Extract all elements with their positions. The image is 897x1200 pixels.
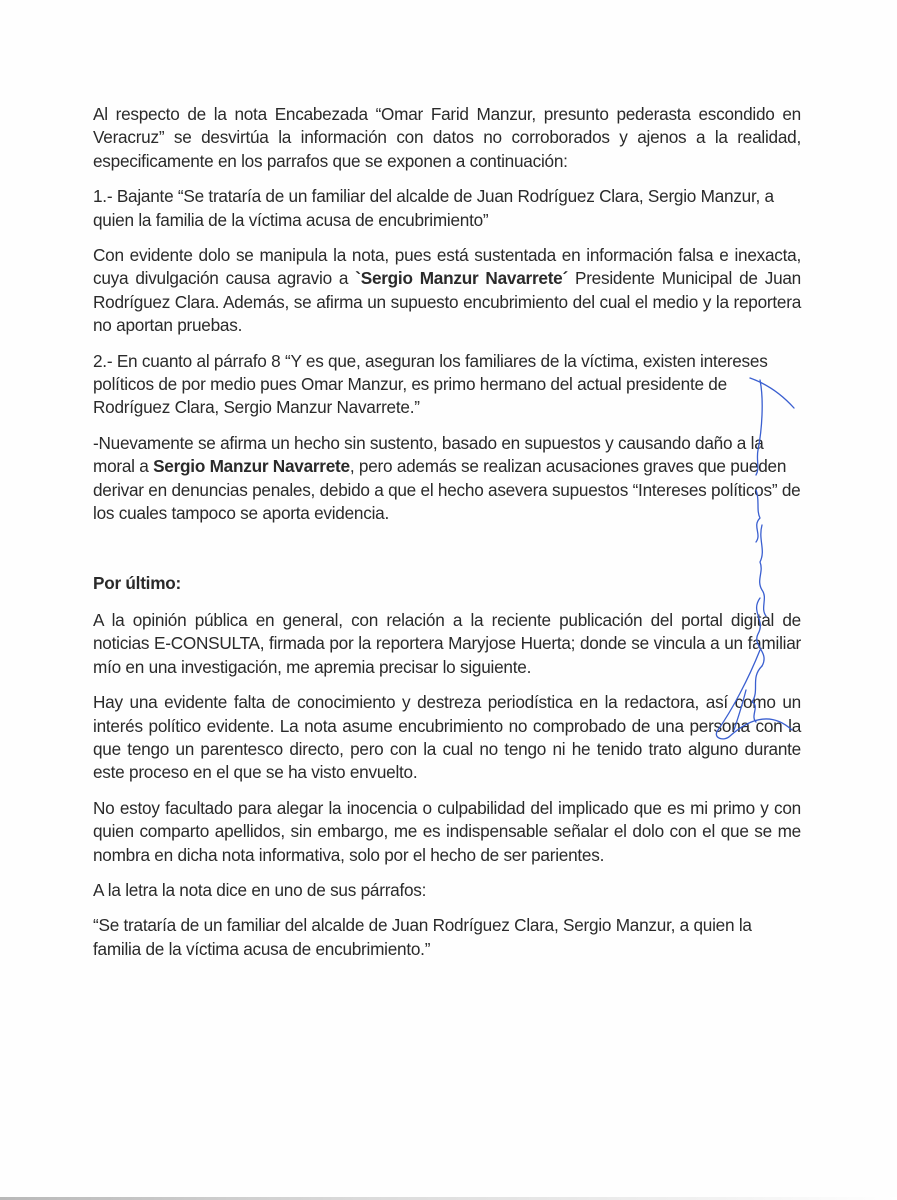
point-2-quote: 2.- En cuanto al párrafo 8 “Y es que, aseguran los familiares de la víctima, existen intereses políticos de por medio pues Omar Manzur, es primo hermano del actual presidente de Rodríguez Clara, Sergio Manzur Navarrete.” — [93, 350, 768, 418]
lack-knowledge-paragraph: Hay una evidente falta de conocimiento y destreza periodística en la redactora, así como un interés político evidente. La nota asume encubrimiento no comprobado de una persona con la que tengo un parentesco directo, pero con la cual no tengo ni he tenido trato alguno durante este proceso en el que se ha visto envuelto. — [93, 692, 801, 783]
letter-body — [93, 103, 801, 973]
literal-intro-paragraph: A la letra la nota dice en uno de sus párrafos: — [93, 879, 427, 900]
section-heading: Por último: — [93, 572, 181, 593]
text-segment: Presidente Municipal de Juan Rodríguez Clara. Además, se afirma un supuesto encubrimiento del cual el medio y la reportera no aportan pruebas. — [93, 268, 801, 336]
not-entitled-paragraph: No estoy facultado para alegar la inocencia o culpabilidad del implicado que es mi primo y con quien comparto apellidos, sin embargo, me es indispensable señalar el dolo con el que se me nombra en dicha nota informativa, solo por el hecho de ser parientes. — [93, 797, 801, 865]
bold-name: `Sergio Manzur Navarrete´ — [355, 268, 568, 289]
point-1-response — [93, 244, 801, 338]
bold-name: Sergio Manzur Navarrete — [153, 456, 350, 477]
text-segment: Con evidente dolo se manipula la nota, pues está sustentada en información falsa e inexacta, cuya divulgación causa agravio a — [93, 245, 801, 289]
point-1-quote: 1.- Bajante “Se trataría de un familiar del alcalde de Juan Rodríguez Clara, Sergio Manzur, a quien la familia de la víctima acusa de encubrimiento” — [93, 186, 774, 230]
text-segment: -Nuevamente se afirma un hecho sin sustento, basado en supuestos y causando daño a la moral a — [93, 432, 764, 477]
text-segment: , pero además se realizan acusaciones graves que pueden derivar en denuncias penales, debido a que el hecho asevera supuestos “Intereses políticos” de los cuales tampoco se aporta evidencia. — [93, 456, 801, 524]
public-opinion-paragraph: A la opinión pública en general, con relación a la reciente publicación del portal digital de noticias E-CONSULTA, firmada por la reportera Maryjose Huerta; donde se vincula a un familiar mío en una investigación, me apremia precisar lo siguiente. — [93, 609, 801, 677]
literal-quote-paragraph: “Se trataría de un familiar del alcalde de Juan Rodríguez Clara, Sergio Manzur, a quien la familia de la víctima acusa de encubrimiento.” — [93, 915, 752, 959]
intro-paragraph: Al respecto de la nota Encabezada “Omar Farid Manzur, presunto pederasta escondido en Veracruz” se desvirtúa la información con datos no corroborados y ajenos a la realidad, especificamente en los parrafos que se exponen a continuación: — [93, 104, 801, 171]
point-2-response — [93, 432, 801, 526]
